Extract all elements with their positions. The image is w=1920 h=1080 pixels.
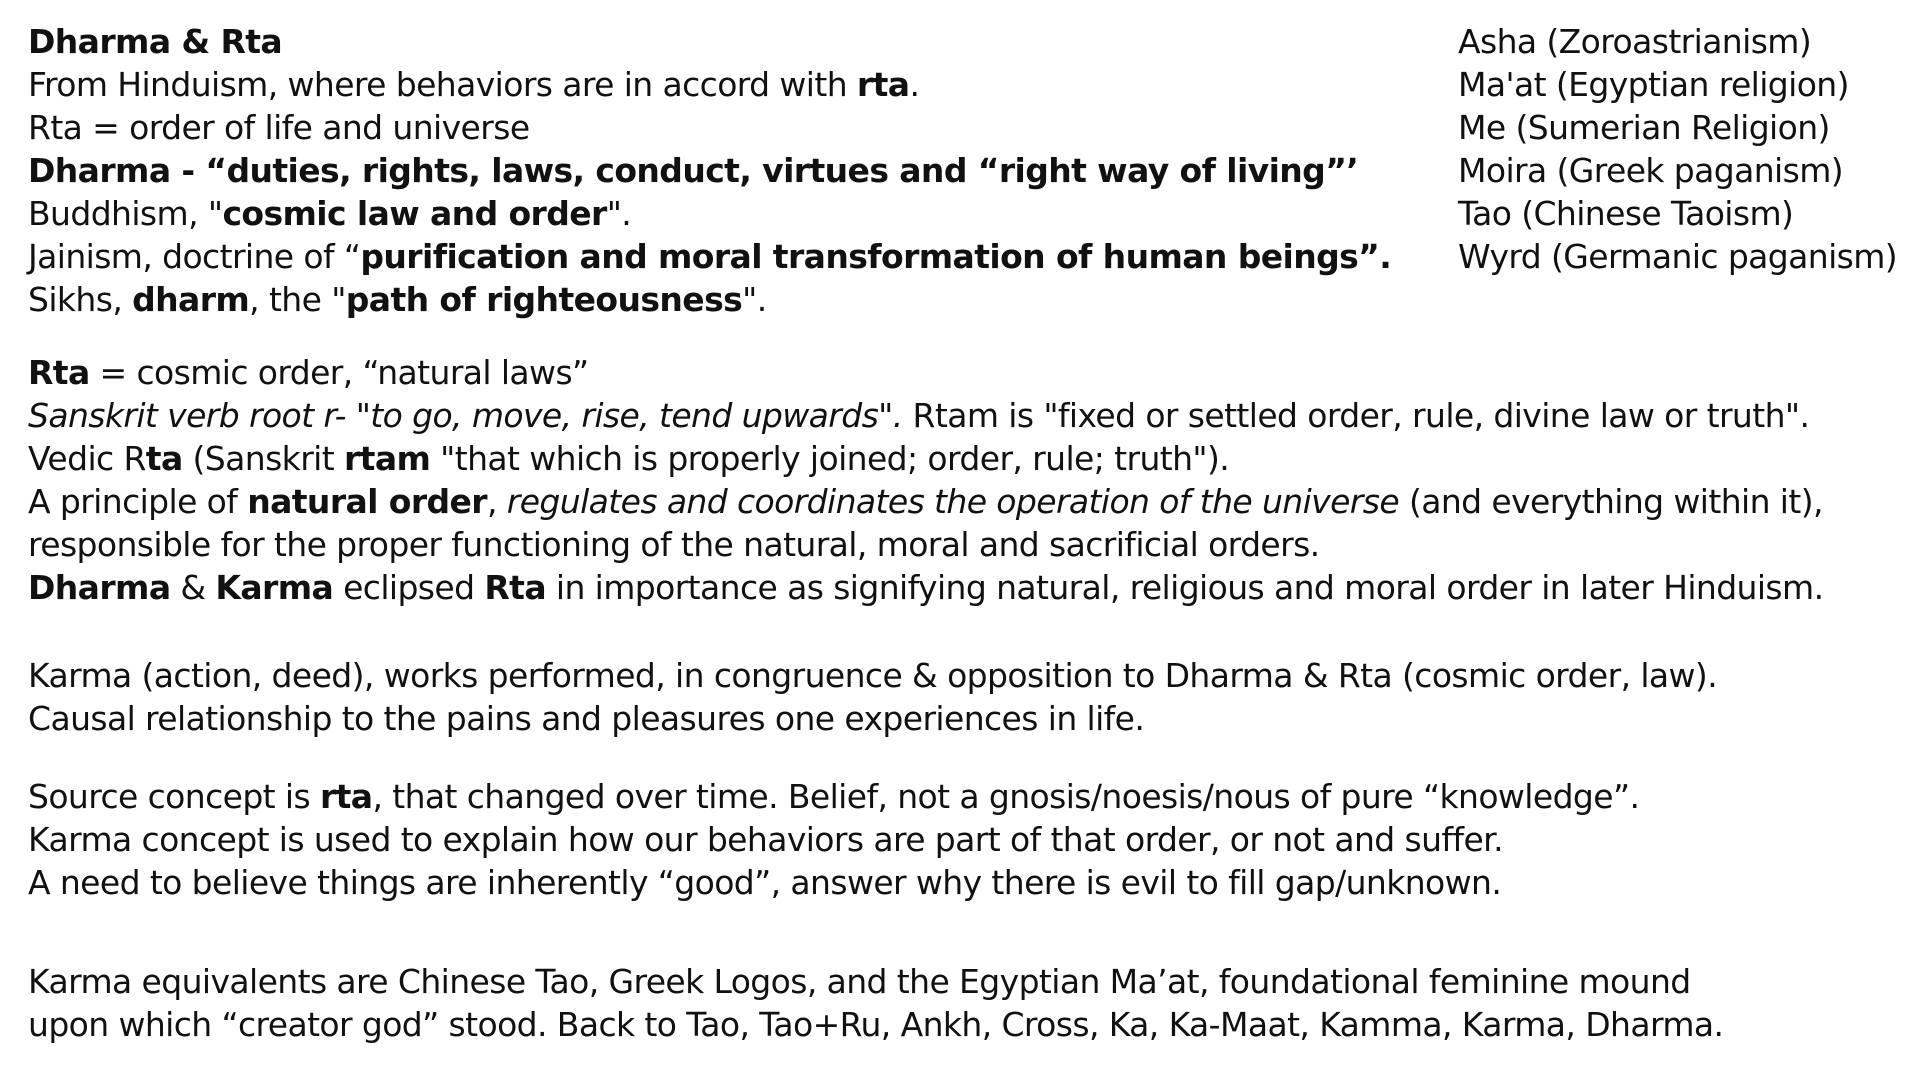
text-run: natural order — [247, 482, 487, 521]
source-section-line — [28, 775, 1639, 818]
text-run: , that changed over time. Belief, not a gnosis/noesis/nous of pure “knowledge”. — [372, 777, 1640, 816]
text-run: rtam — [343, 439, 431, 478]
text-run: path of righteousness — [345, 280, 743, 319]
text-run: regulates and coordinates the operation of the universe — [506, 482, 1400, 521]
text-run: Sikhs, — [28, 280, 133, 319]
text-run: cosmic law and order — [222, 194, 607, 233]
text-run: Source concept is — [28, 777, 320, 816]
rta-section-line — [28, 566, 1823, 609]
text-run: Rta — [484, 568, 546, 607]
text-run: A need to believe things are inherently “good”, answer why there is evil to fill gap/unknown. — [28, 863, 1502, 902]
text-run: eclipsed — [333, 568, 485, 607]
dharma-rta-section-line — [28, 106, 530, 149]
related-concept-item: Wyrd (Germanic paganism) — [1458, 237, 1898, 276]
text-run: , — [486, 482, 507, 521]
dharma-rta-section-line — [28, 278, 767, 321]
text-run: "that which is properly joined; order, rule; truth"). — [430, 439, 1230, 478]
equivalents-section-line — [28, 1003, 1723, 1046]
text-run: Dharma - “duties, rights, laws, conduct, virtues and “right way of living”’ — [28, 151, 1359, 190]
dharma-rta-section-line — [28, 235, 1391, 278]
text-run: Buddhism, " — [28, 194, 223, 233]
dharma-rta-section-line — [28, 20, 282, 63]
text-run: ". — [742, 280, 767, 319]
related-concept-item: Me (Sumerian Religion) — [1458, 108, 1830, 147]
rta-section-line — [28, 394, 1809, 437]
text-run: Dharma & Rta — [28, 22, 283, 61]
rta-section-line — [28, 351, 589, 394]
text-run: dharm — [132, 280, 250, 319]
text-run: = cosmic order, “natural laws” — [89, 353, 589, 392]
text-run: Sanskrit verb root r- "to go, move, rise, tend upwards". — [28, 396, 903, 435]
equivalents-section-line — [28, 960, 1691, 1003]
text-run: responsible for the proper functioning of the natural, moral and sacrificial orders. — [28, 525, 1320, 564]
text-run: From Hinduism, where behaviors are in accord with — [28, 65, 857, 104]
text-run: Rtam is "fixed or settled order, rule, divine law or truth". — [902, 396, 1810, 435]
karma-section-line — [28, 697, 1144, 740]
related-concept-item: Asha (Zoroastrianism) — [1458, 22, 1812, 61]
karma-section-line — [28, 654, 1717, 697]
text-run: Karma — [215, 568, 334, 607]
text-run: Jainism, doctrine of “ — [28, 237, 361, 276]
text-run: Vedic R — [28, 439, 146, 478]
text-run: (Sanskrit — [182, 439, 344, 478]
text-run: , the " — [249, 280, 346, 319]
text-run: ". — [606, 194, 632, 233]
source-section-line — [28, 818, 1503, 861]
text-run: . — [909, 65, 920, 104]
text-run: ta — [145, 439, 183, 478]
text-run: Karma concept is used to explain how our behaviors are part of that order, or not and suffer. — [28, 820, 1503, 859]
text-run: purification and moral transformation of human beings”. — [360, 237, 1392, 276]
text-run: Karma equivalents are Chinese Tao, Greek Logos, and the Egyptian Ma’at, foundational feminine mound — [28, 962, 1691, 1001]
text-run: rta — [319, 777, 373, 816]
dharma-rta-section-line — [28, 149, 1358, 192]
text-run: & — [170, 568, 216, 607]
text-run: upon which “creator god” stood. Back to Tao, Tao+Ru, Ankh, Cross, Ka, Ka-Maat, Kamma, Karma, Dharma. — [28, 1005, 1724, 1044]
text-run: (and everything within it), — [1399, 482, 1823, 521]
dharma-rta-section-line — [28, 192, 631, 235]
text-run: Rta — [28, 353, 90, 392]
rta-section-line — [28, 480, 1823, 523]
text-run: in importance as signifying natural, religious and moral order in later Hinduism. — [546, 568, 1824, 607]
text-run: Dharma — [28, 568, 171, 607]
dharma-rta-section-line — [28, 63, 919, 106]
source-section-line — [28, 861, 1501, 904]
rta-section-line — [28, 523, 1320, 566]
text-run: Rta = order of life and universe — [28, 108, 530, 147]
rta-section-line — [28, 437, 1229, 480]
text-run: A principle of — [28, 482, 248, 521]
related-concept-item: Moira (Greek paganism) — [1458, 151, 1844, 190]
text-run: Karma (action, deed), works performed, in congruence & opposition to Dharma & Rta (cosmic order, law). — [28, 656, 1718, 695]
related-concept-item: Ma'at (Egyptian religion) — [1458, 65, 1849, 104]
text-run: rta — [856, 65, 910, 104]
related-concept-item: Tao (Chinese Taoism) — [1458, 194, 1794, 233]
text-run: Causal relationship to the pains and pleasures one experiences in life. — [28, 699, 1145, 738]
